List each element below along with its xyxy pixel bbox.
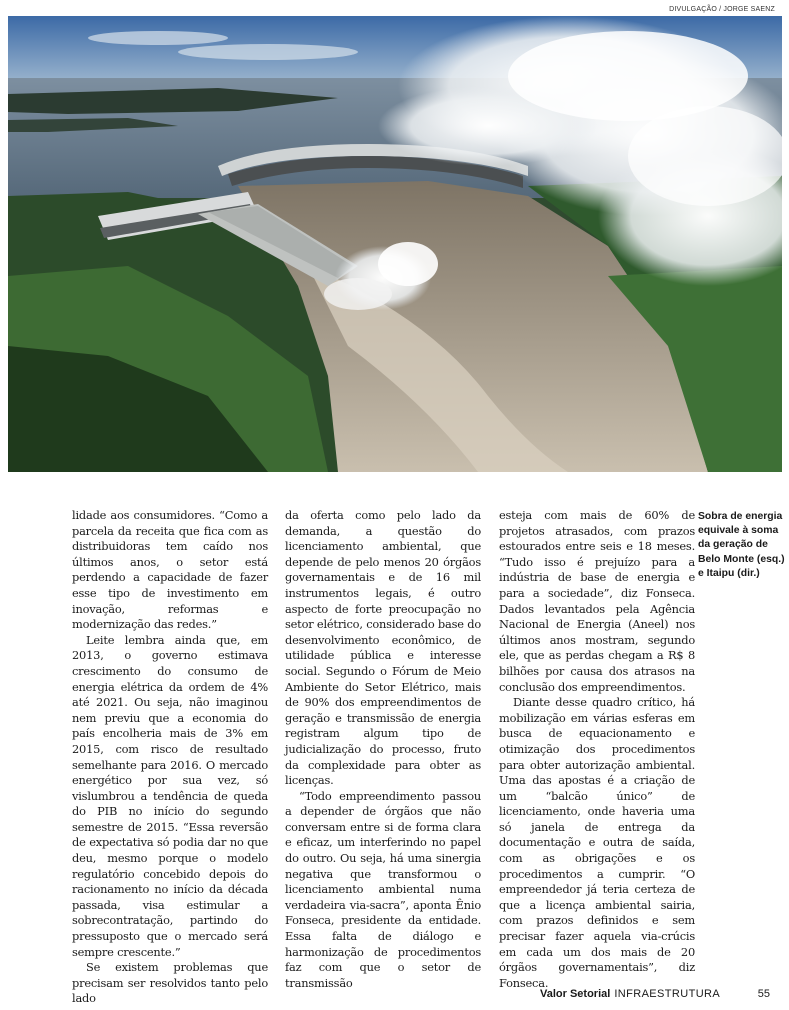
paragraph: Se existem problemas que precisam ser resolvidos tanto pelo lado [72, 960, 268, 1006]
article-column-1 [72, 508, 268, 1007]
paragraph: da oferta como pelo lado da demanda, a questão do licenciamento ambiental, que depende de pelo menos 20 órgãos governamentais e de 16 mil instrumentos legais, é outro aspecto de forte preocupação no setor elétrico, considerado base do desenvolvimento econômico, de utilidade pública e interesse social. Segundo o Fórum de Meio Ambiente do Setor Elétrico, mais de 90% dos empreendimentos de geração e transmissão de energia registram algum tipo de judicialização do processo, fruto da complexidade para obter as licenças. [285, 508, 481, 788]
photo-credit: DIVULGAÇÃO / JORGE SAENZ [669, 6, 775, 13]
photo-caption: Sobra de energia equivale à soma da geração de Belo Monte (esq.) e Itaipu (dir.) [698, 511, 785, 579]
dam-photo-illustration [8, 16, 782, 472]
page-footer [540, 988, 770, 1000]
paragraph: Diante desse quadro crítico, há mobilização em várias esferas em busca de equacionamento e otimização dos procedimentos para obter autorização ambiental. Uma das apostas é a criação de um “balcão único” de licenciamento, onde haveria uma só janela de entrega da documentação e outra de saída, com as obrigações e os procedimentos a cumprir. “O empreendedor já teria certeza de que a licença ambiental sairia, com prazos definidos e sem precisar fazer aquela via-crúcis em cada um dos mais de 20 órgãos governamentais”, diz Fonseca. [499, 695, 695, 990]
paragraph: esteja com mais de 60% de projetos atrasados, com prazos estourados entre seis e 18 meses. “Tudo isso é prejuízo para a indústria de base de energia e para a sociedade”, diz Fonseca. Dados levantados pela Agência Nacional de Energia (Aneel) nos últimos anos mostram, segundo ele, que as perdas chegam a R$ 8 bilhões por causa dos atrasos na conclusão dos empreendimentos. [499, 508, 695, 694]
publication-name: Valor Setorial [540, 988, 611, 1000]
dam-photo [8, 16, 782, 472]
paragraph: “Todo empreendimento passou a depender de órgãos que não conversam entre si de forma clara e eficaz, um interferindo no papel do outro. Ou seja, há uma sinergia negativa que transformou o licenciamento ambiental numa verdadeira via-sacra”, aponta Ênio Fonseca, presidente da entidade. Essa falta de diálogo e harmonização de procedimentos faz com que o setor de transmissão [285, 788, 481, 990]
paragraph: lidade aos consumidores. “Como a parcela da receita que fica com as distribuidoras tem caído nos últimos anos, o setor está perdendo a capacidade de fazer esse tipo de investimento em inovação, reformas e modernização das redes.” [72, 508, 268, 632]
page-number: 55 [757, 988, 770, 1000]
section-name: INFRAESTRUTURA [614, 988, 721, 1000]
paragraph: Leite lembra ainda que, em 2013, o governo estimava crescimento do consumo de energia elétrica da ordem de 4% até 2021. Ou seja, não imaginou nem previu que a economia do país encolheria mais de 3% em 2015, com risco de resultado semelhante para 2016. O mercado energético por sua vez, só vislumbrou a tendência de queda do PIB no início do segundo semestre de 2015. “Essa reversão de expectativa só podia dar no que deu, mesmo porque o modelo regulatório concebido depois do racionamento no início da década passada, visa estimular a sobrecontratação, partindo do pressuposto que o mercado será sempre crescente.” [72, 632, 268, 959]
article-column-2 [285, 508, 481, 991]
article-column-3 [499, 508, 695, 991]
